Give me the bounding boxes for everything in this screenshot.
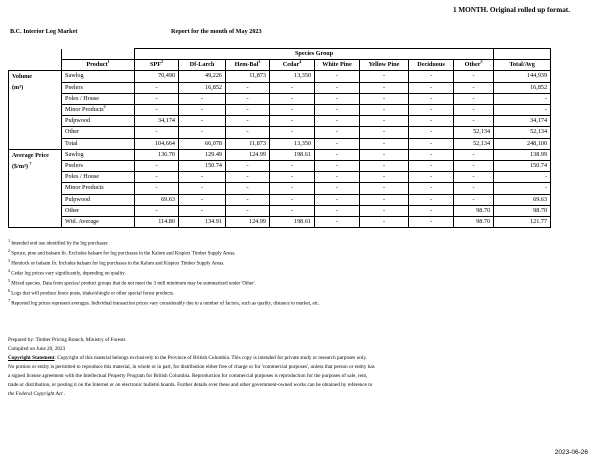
product-cell: Poles / House bbox=[62, 93, 135, 104]
value-cell: 150.74 bbox=[179, 161, 226, 172]
value-cell: - bbox=[226, 161, 270, 172]
value-cell: - bbox=[454, 105, 494, 116]
value-cell: - bbox=[409, 71, 454, 82]
total-cell: 138.99 bbox=[494, 149, 551, 160]
product-cell: Sawlog bbox=[62, 71, 135, 82]
value-cell: - bbox=[226, 105, 270, 116]
total-cell: 16,852 bbox=[494, 82, 551, 93]
value-cell: - bbox=[135, 93, 179, 104]
total-cell: 52,134 bbox=[494, 127, 551, 138]
value-cell: - bbox=[315, 116, 360, 127]
value-cell: 69.63 bbox=[135, 194, 179, 205]
species-group-header: Species Group bbox=[135, 49, 494, 60]
value-cell: - bbox=[360, 161, 409, 172]
value-cell: - bbox=[409, 105, 454, 116]
value-cell: 136.70 bbox=[135, 149, 179, 160]
value-cell: - bbox=[454, 172, 494, 183]
value-cell: - bbox=[179, 127, 226, 138]
value-cell: - bbox=[409, 217, 454, 228]
product-cell: Minor Products bbox=[62, 183, 135, 194]
value-cell: 16,852 bbox=[179, 82, 226, 93]
value-cell: - bbox=[360, 149, 409, 160]
value-cell: - bbox=[179, 194, 226, 205]
product-cell: Other bbox=[62, 127, 135, 138]
value-cell: - bbox=[454, 116, 494, 127]
value-cell: - bbox=[315, 82, 360, 93]
species-header: Deciduous bbox=[409, 60, 454, 71]
table-row bbox=[9, 172, 551, 183]
header-blank-product bbox=[62, 49, 135, 60]
value-cell: - bbox=[270, 161, 315, 172]
value-cell: - bbox=[315, 161, 360, 172]
product-cell: Poles / House bbox=[62, 172, 135, 183]
value-cell: - bbox=[226, 82, 270, 93]
value-cell: - bbox=[179, 183, 226, 194]
value-cell: - bbox=[360, 217, 409, 228]
table-row bbox=[9, 149, 551, 160]
table-row bbox=[9, 161, 551, 172]
value-cell: - bbox=[360, 82, 409, 93]
product-cell: Sawlog bbox=[62, 149, 135, 160]
header-row-group bbox=[9, 49, 551, 60]
value-cell: - bbox=[409, 183, 454, 194]
value-cell: - bbox=[135, 205, 179, 216]
value-cell: - bbox=[270, 183, 315, 194]
footnote: $^4$ Cedar log prices vary significantly, depending on quality. bbox=[8, 268, 126, 277]
value-cell: - bbox=[315, 93, 360, 104]
volume-section-label: Volume (m³) bbox=[9, 71, 62, 149]
product-cell: Wtd. Average bbox=[62, 217, 135, 228]
value-cell: - bbox=[315, 149, 360, 160]
value-cell: - bbox=[409, 82, 454, 93]
value-cell: - bbox=[454, 161, 494, 172]
price-section-label: Average Price ($/m³) $^7$ bbox=[9, 149, 62, 227]
total-cell: 69.63 bbox=[494, 194, 551, 205]
copyright-line-2: No portion or entity is permitted to reproduce this material, in whole or in part, for distribution either free of charge or for 'commercial purposes', unless that person or entity has bbox=[8, 364, 375, 370]
copyright-line-4: trade or distribution, or posting it on the Internet or on electronic bulletin boards. Further details over these and other government-owned works can be obtained by reference to bbox=[8, 382, 373, 388]
value-cell: - bbox=[226, 183, 270, 194]
value-cell: - bbox=[270, 116, 315, 127]
value-cell: - bbox=[409, 93, 454, 104]
value-cell: - bbox=[360, 194, 409, 205]
value-cell: - bbox=[270, 82, 315, 93]
value-cell: - bbox=[454, 82, 494, 93]
total-cell: 144,939 bbox=[494, 71, 551, 82]
value-cell: - bbox=[409, 161, 454, 172]
species-header: Other$^5$ bbox=[454, 60, 494, 71]
product-cell: Peelers bbox=[62, 82, 135, 93]
value-cell: - bbox=[360, 138, 409, 149]
species-header: Df-Larch bbox=[179, 60, 226, 71]
value-cell: - bbox=[360, 127, 409, 138]
product-cell: Peelers bbox=[62, 161, 135, 172]
log-market-table bbox=[8, 48, 551, 228]
table-row bbox=[9, 138, 551, 149]
value-cell: - bbox=[179, 105, 226, 116]
value-cell: - bbox=[454, 149, 494, 160]
table-row bbox=[9, 105, 551, 116]
table-row bbox=[9, 127, 551, 138]
value-cell: 70,490 bbox=[135, 71, 179, 82]
copyright-title: Copyright Statement bbox=[8, 355, 55, 361]
value-cell: 124.99 bbox=[226, 217, 270, 228]
value-cell: - bbox=[135, 172, 179, 183]
total-cell: - bbox=[494, 93, 551, 104]
header-blank bbox=[9, 49, 62, 71]
value-cell: 198.61 bbox=[270, 217, 315, 228]
value-cell: - bbox=[179, 205, 226, 216]
value-cell: - bbox=[315, 138, 360, 149]
product-cell: Pulpwood bbox=[62, 194, 135, 205]
date-stamp: 2023-06-26 bbox=[554, 449, 588, 456]
value-cell: - bbox=[409, 149, 454, 160]
copyright-line-1: Copyright Statement: Copyright of this material belongs exclusively to the Province of British Columbia. This copy is intended for private study or research purposes only. bbox=[8, 355, 367, 361]
total-cell: 248,100 bbox=[494, 138, 551, 149]
value-cell: - bbox=[454, 93, 494, 104]
footnote: $^6$ Logs that will produce fence posts, shake/shingle or other special forest products. bbox=[8, 288, 175, 297]
value-cell: 49,226 bbox=[179, 71, 226, 82]
species-header: SPF$^2$ bbox=[135, 60, 179, 71]
value-cell: - bbox=[409, 116, 454, 127]
value-cell: - bbox=[226, 172, 270, 183]
value-cell: - bbox=[226, 205, 270, 216]
species-header: Hem-Bal$^3$ bbox=[226, 60, 270, 71]
value-cell: - bbox=[315, 172, 360, 183]
species-header: Cedar$^4$ bbox=[270, 60, 315, 71]
compiled-on: Compiled on June 20, 2023 bbox=[8, 346, 66, 352]
value-cell: 11,873 bbox=[226, 138, 270, 149]
footnote: $^7$ Reported log prices represent averages. Individual transaction prices vary considerably due to a number of factors, such as quality, distance to market, etc. bbox=[8, 298, 320, 307]
value-cell: - bbox=[360, 205, 409, 216]
prepared-by: Prepared by: Timber Pricing Branch, Ministry of Forests bbox=[8, 337, 126, 343]
value-cell: 198.61 bbox=[270, 149, 315, 160]
value-cell: - bbox=[409, 205, 454, 216]
value-cell: - bbox=[315, 183, 360, 194]
total-cell: - bbox=[494, 105, 551, 116]
product-cell: Minor Products$^6$ bbox=[62, 105, 135, 116]
value-cell: 13,350 bbox=[270, 138, 315, 149]
footnote: $^5$ Mixed species. Data from species/ product groups that do not meet the 3 mill minimum may be summarized under 'Other'. bbox=[8, 278, 256, 287]
value-cell: - bbox=[409, 172, 454, 183]
copyright-line-3: a signed license agreement with the Intellectual Property Program for British Columbia. Reproduction for commercial purposes is reproduction for the purposes of sale, rent, bbox=[8, 373, 368, 379]
total-cell: - bbox=[494, 183, 551, 194]
value-cell: - bbox=[315, 217, 360, 228]
total-cell: 121.77 bbox=[494, 217, 551, 228]
value-cell: - bbox=[409, 127, 454, 138]
value-cell: - bbox=[360, 105, 409, 116]
value-cell: 11,873 bbox=[226, 71, 270, 82]
table-row bbox=[9, 183, 551, 194]
value-cell: - bbox=[360, 116, 409, 127]
table-row bbox=[9, 116, 551, 127]
value-cell: - bbox=[270, 127, 315, 138]
value-cell: 52,134 bbox=[454, 138, 494, 149]
value-cell: - bbox=[270, 105, 315, 116]
total-cell: 98.70 bbox=[494, 205, 551, 216]
market-title: B.C. Interior Log Market bbox=[10, 28, 78, 35]
value-cell: - bbox=[226, 127, 270, 138]
report-title: Report for the month of May 2023 bbox=[171, 28, 262, 35]
table-row bbox=[9, 205, 551, 216]
value-cell: - bbox=[135, 82, 179, 93]
value-cell: 98.70 bbox=[454, 217, 494, 228]
value-cell: - bbox=[226, 194, 270, 205]
value-cell: - bbox=[179, 116, 226, 127]
total-cell: 150.74 bbox=[494, 161, 551, 172]
value-cell: - bbox=[454, 71, 494, 82]
total-cell: - bbox=[494, 172, 551, 183]
value-cell: - bbox=[360, 183, 409, 194]
value-cell: - bbox=[270, 194, 315, 205]
value-cell: 34,174 bbox=[135, 116, 179, 127]
value-cell: - bbox=[315, 105, 360, 116]
header-blank-total bbox=[494, 49, 551, 60]
table-row bbox=[9, 217, 551, 228]
value-cell: 134.91 bbox=[179, 217, 226, 228]
table-row bbox=[9, 93, 551, 104]
value-cell: 66,078 bbox=[179, 138, 226, 149]
value-cell: 129.49 bbox=[179, 149, 226, 160]
copyright-line-5: the Federal Copyright Act . bbox=[8, 391, 66, 397]
value-cell: - bbox=[360, 93, 409, 104]
value-cell: - bbox=[135, 105, 179, 116]
value-cell: 52,134 bbox=[454, 127, 494, 138]
value-cell: - bbox=[315, 194, 360, 205]
total-avg-header: Total/Avg bbox=[494, 60, 551, 71]
value-cell: - bbox=[135, 127, 179, 138]
value-cell: - bbox=[135, 161, 179, 172]
species-header: Yellow Pine bbox=[360, 60, 409, 71]
header-row-species bbox=[9, 60, 551, 71]
value-cell: 124.99 bbox=[226, 149, 270, 160]
footnote: $^3$ Hemlock or balsam fir. Includes balsam for log purchases in the Kalum and Kispiox Timber Supply Areas. bbox=[8, 258, 225, 267]
value-cell: - bbox=[360, 71, 409, 82]
product-cell: Total bbox=[62, 138, 135, 149]
table-row bbox=[9, 71, 551, 82]
value-cell: - bbox=[135, 183, 179, 194]
value-cell: - bbox=[270, 93, 315, 104]
value-cell: 98.70 bbox=[454, 205, 494, 216]
product-cell: Pulpwood bbox=[62, 116, 135, 127]
value-cell: - bbox=[179, 172, 226, 183]
value-cell: - bbox=[454, 183, 494, 194]
value-cell: - bbox=[179, 93, 226, 104]
footnote: $^2$ Spruce, pine and balsam fir. Excludes balsam for log purchases in the Kalum and Kispiox Timber Supply Areas. bbox=[8, 248, 236, 257]
product-header: Product$^1$ bbox=[62, 60, 135, 71]
product-cell: Other bbox=[62, 205, 135, 216]
value-cell: - bbox=[315, 127, 360, 138]
value-cell: - bbox=[409, 138, 454, 149]
value-cell: - bbox=[409, 194, 454, 205]
value-cell: 114.80 bbox=[135, 217, 179, 228]
total-cell: 34,174 bbox=[494, 116, 551, 127]
value-cell: - bbox=[226, 116, 270, 127]
value-cell: 104,664 bbox=[135, 138, 179, 149]
value-cell: - bbox=[315, 205, 360, 216]
value-cell: - bbox=[270, 205, 315, 216]
table-row bbox=[9, 194, 551, 205]
value-cell: - bbox=[315, 71, 360, 82]
species-header: White Pine bbox=[315, 60, 360, 71]
value-cell: 13,350 bbox=[270, 71, 315, 82]
value-cell: - bbox=[270, 172, 315, 183]
value-cell: - bbox=[226, 93, 270, 104]
value-cell: - bbox=[360, 172, 409, 183]
value-cell: - bbox=[454, 194, 494, 205]
table-row bbox=[9, 82, 551, 93]
format-note: 1 MONTH. Original rolled up format. bbox=[452, 6, 570, 14]
footnote: $^1$ Intended end use identified by the log purchaser. bbox=[8, 238, 109, 247]
